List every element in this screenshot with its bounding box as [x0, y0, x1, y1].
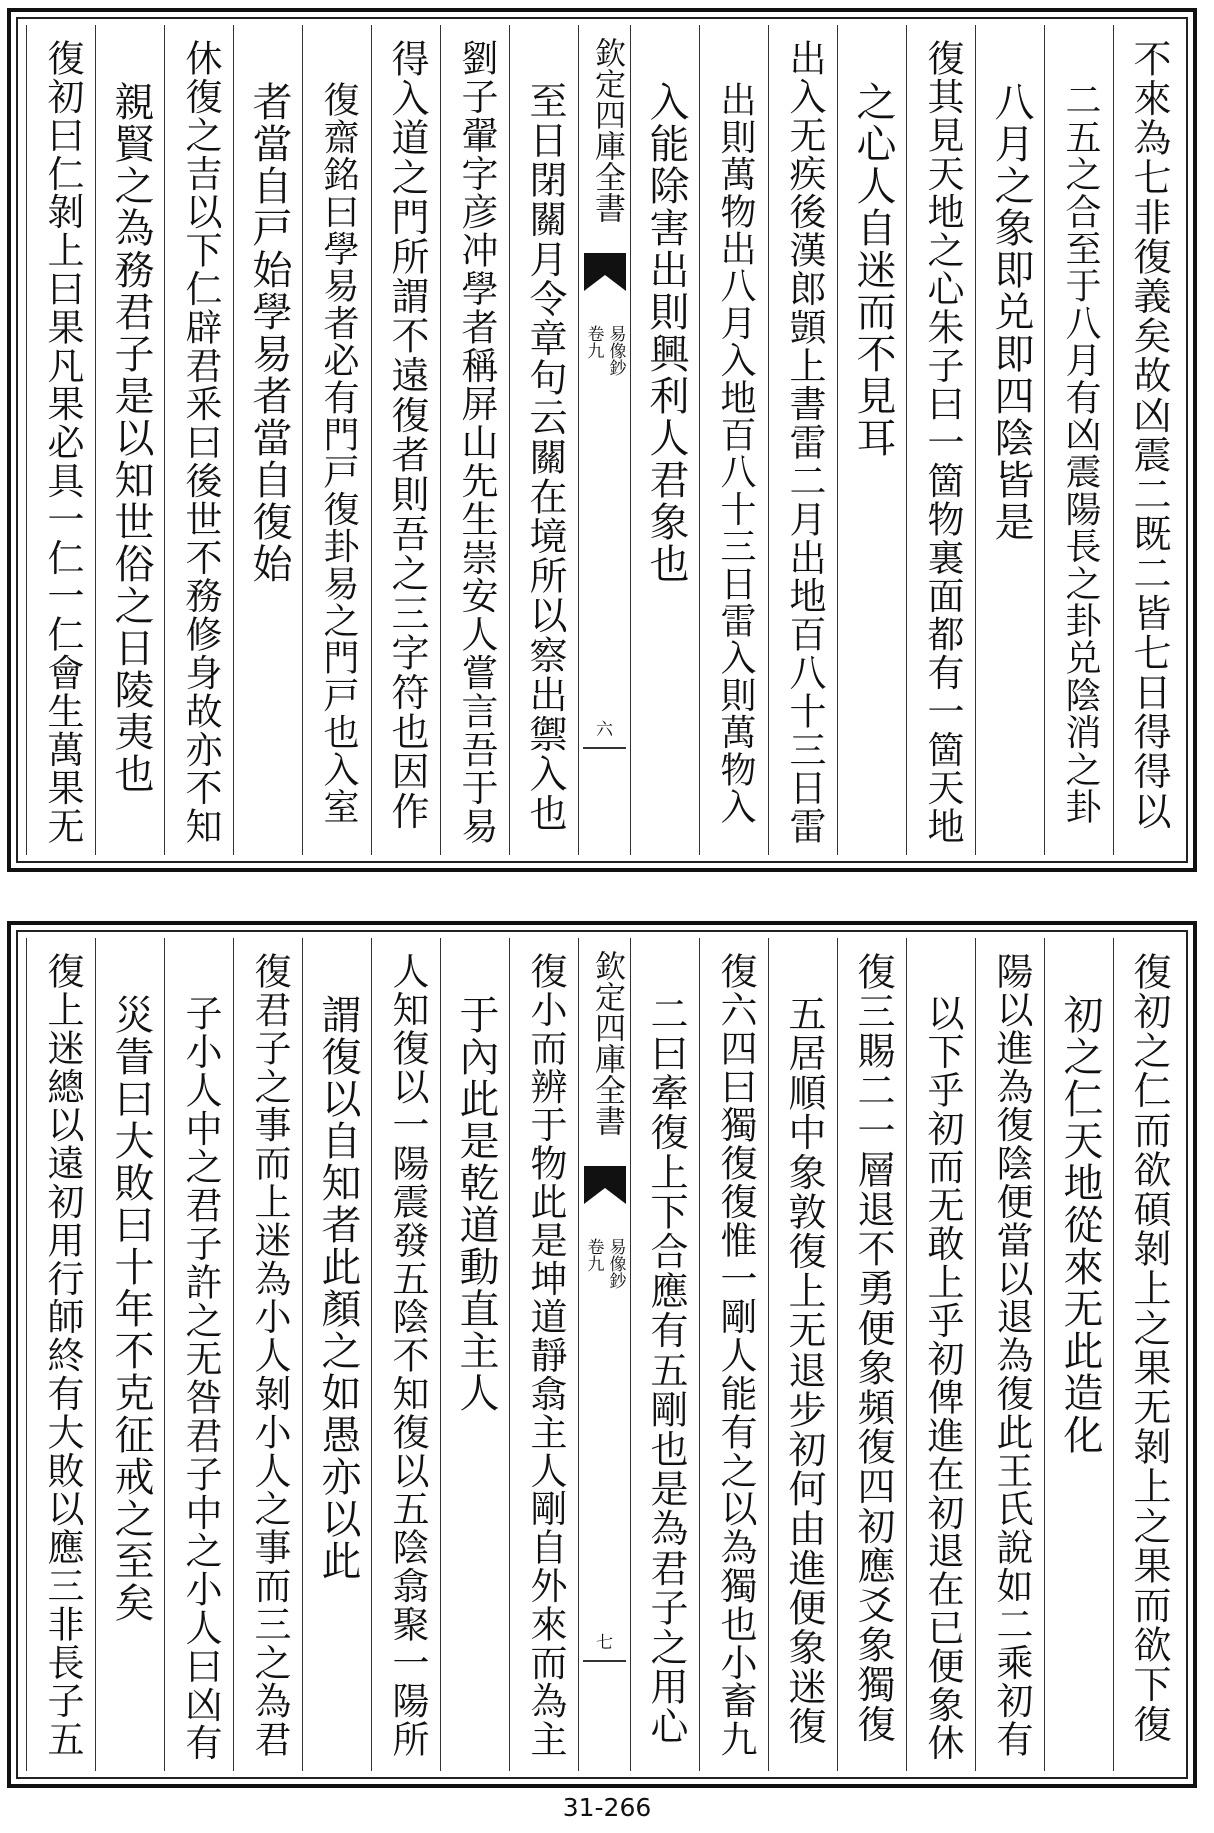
spine-rule [583, 747, 626, 749]
text-column: 復其見天地之心朱子曰一箇物裏面都有一箇天地 [906, 25, 975, 855]
text-column: 初之仁天地從來无此造化 [1044, 938, 1113, 1771]
text-column: 人知復以一陽震發五陰不知復以五陰翕聚一陽所 [371, 938, 440, 1771]
volume-label: 卷九 [583, 1238, 604, 1272]
folio-page-top [7, 8, 1197, 872]
text-column: 出則萬物出八月入地百八十三日雷入則萬物入 [699, 25, 768, 855]
text-column: 復上迷總以遠初用行師終有大敗以應三非長子五 [26, 938, 95, 1771]
text-column: 出入无疾後漢郎顗上書雷二月出地百八十三日雷 [768, 25, 837, 855]
volume-label: 卷九 [583, 325, 604, 359]
center-spine [578, 25, 630, 855]
text-block [22, 938, 1182, 1771]
text-column: 休復之吉以下仁辟君釆曰後世不務修身故亦不知 [164, 25, 233, 855]
library-title: 欽定四庫全書 [589, 950, 625, 1136]
text-column: 復初之仁而欲碩剝上之果无剝上之果而欲下復 [1113, 938, 1182, 1771]
book-meta [579, 325, 630, 376]
text-column: 以下乎初而无敢上乎初俾進在初退在已便象休 [906, 938, 975, 1771]
fish-tail-mark-icon [584, 253, 626, 291]
text-column: 至日閉關月令章句云關在境所以察出禦入也 [509, 25, 578, 855]
text-column: 入能除害出則興利人君象也 [630, 25, 699, 855]
text-column: 復三賜二一層退不勇便象頻復四初應爻象獨復 [837, 938, 906, 1771]
text-column: 復小而辨于物此是坤道靜翕主人剛自外來而為主 [509, 938, 578, 1771]
folio-page-bottom [7, 921, 1197, 1788]
text-column: 復六四曰獨復復惟一剛人能有之以為獨也小畜九 [699, 938, 768, 1771]
fish-tail-mark-icon [584, 1166, 626, 1204]
spine-rule [583, 1660, 626, 1662]
leaf-number: 七 [596, 1633, 613, 1653]
text-column: 謂復以自知者此顏之如愚亦以此 [302, 938, 371, 1771]
text-column: 于內此是乾道動直主人 [440, 938, 509, 1771]
leaf-number: 六 [596, 720, 613, 740]
book-title: 易像鈔 [605, 1238, 626, 1289]
text-column: 親賢之為務君子是以知世俗之日陵夷也 [95, 25, 164, 855]
book-title: 易像鈔 [605, 325, 626, 376]
book-meta [579, 1238, 630, 1289]
text-column: 復君子之事而上迷為小人剝小人之事而三之為君 [233, 938, 302, 1771]
text-column: 五居順中象敦復上无退步初何由進便象迷復 [768, 938, 837, 1771]
text-column: 不來為七非復義矣故凶震二既二皆七日得得以 [1113, 25, 1182, 855]
text-column: 復初曰仁剝上曰果凡果必具一仁一仁會生萬果无 [26, 25, 95, 855]
text-column: 八月之象即兑即四陰皆是 [975, 25, 1044, 855]
text-column: 子小人中之君子許之无咎君子中之小人曰凶有 [164, 938, 233, 1771]
text-column: 得入道之門所謂不遠復者則吾之三字符也因作 [371, 25, 440, 855]
text-column: 復齋銘曰學易者必有門戸復卦易之門戸也入室 [302, 25, 371, 855]
text-column: 之心人自迷而不見耳 [837, 25, 906, 855]
text-column: 者當自戸始學易者當自復始 [233, 25, 302, 855]
center-spine [578, 938, 630, 1771]
library-title: 欽定四庫全書 [589, 37, 625, 223]
text-column: 二五之合至于八月有凶震陽長之卦兑陰消之卦 [1044, 25, 1113, 855]
text-column: 劉子翬字彦冲學者稱屏山先生崇安人嘗言吾于易 [440, 25, 509, 855]
text-block [22, 25, 1182, 855]
text-column: 災眚曰大敗曰十年不克征戒之至矣 [95, 938, 164, 1771]
text-column: 陽以進為復陰便當以退為復此王氏說如二乘初有 [975, 938, 1044, 1771]
text-column: 二曰牽復上下合應有五剛也是為君子之用心 [630, 938, 699, 1771]
sheet-number: 31-266 [562, 1793, 652, 1822]
